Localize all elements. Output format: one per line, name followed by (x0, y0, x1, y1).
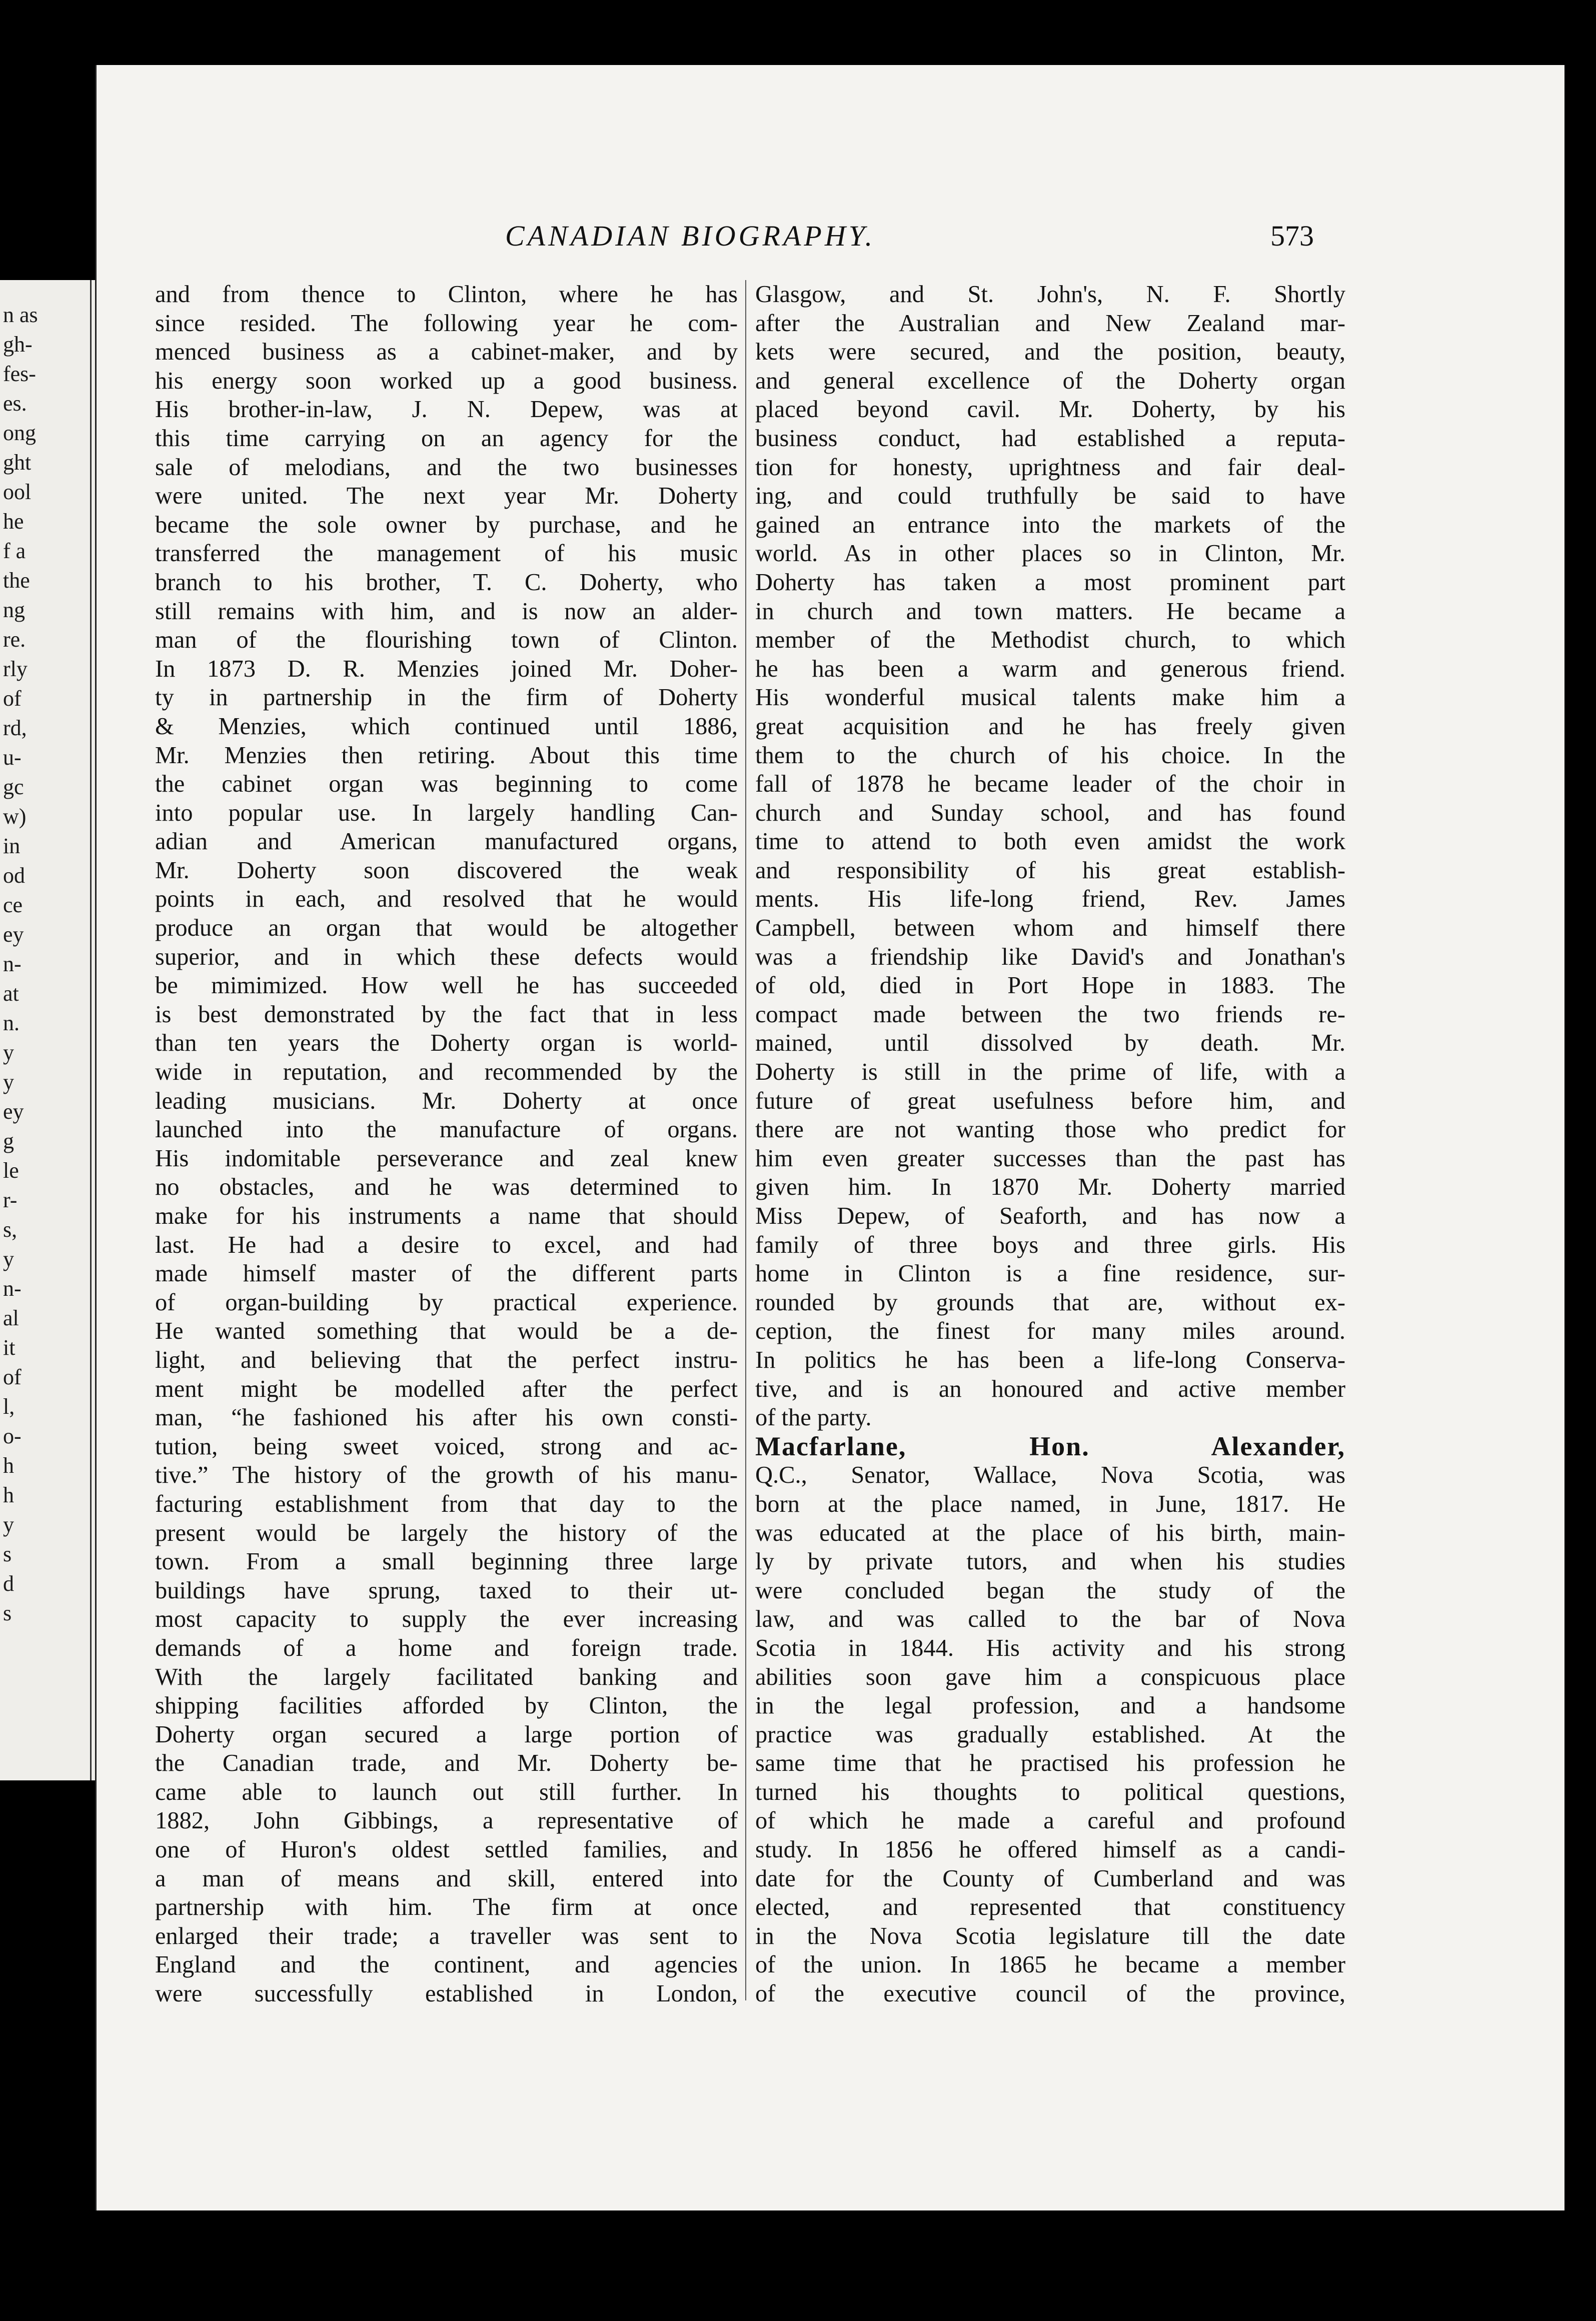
text-line: Mr. Doherty soon discovered the weak (155, 857, 738, 884)
margin-fragment: s (3, 1601, 12, 1625)
text-line: produce an organ that would be altogether (155, 915, 738, 942)
margin-fragment: es. (3, 391, 27, 416)
text-line: Mr. Menzies then retiring. About this time (155, 742, 738, 769)
text-line: time to attend to both even amidst the work (755, 828, 1345, 855)
margin-fragment: rly (3, 657, 28, 681)
text-line: fall of 1878 he became leader of the choir in (755, 771, 1345, 798)
text-line: were concluded began the study of the (755, 1577, 1345, 1604)
text-line: and responsibility of his great establish- (755, 857, 1345, 884)
margin-fragment: it (3, 1335, 16, 1360)
text-line: he has been a warm and generous friend. (755, 655, 1345, 682)
text-line: His brother-in-law, J. N. Depew, was at (155, 396, 738, 423)
text-line: turned his thoughts to political questions, (755, 1778, 1345, 1805)
text-line: most capacity to supply the ever increasing (155, 1606, 738, 1633)
text-line: still remains with him, and is now an alder- (155, 598, 738, 625)
margin-fragment: h (3, 1483, 14, 1507)
margin-fragment: h (3, 1453, 14, 1478)
text-line: enlarged their trade; a traveller was sent to (155, 1922, 738, 1949)
text-line: kets were secured, and the position, beauty, (755, 339, 1345, 366)
margin-fragment: s, (3, 1217, 18, 1242)
text-line: elected, and represented that constituency (755, 1894, 1345, 1921)
text-line: no obstacles, and he was determined to (155, 1174, 738, 1201)
text-line: present would be largely the history of the (155, 1519, 738, 1546)
margin-fragment: gh- (3, 332, 33, 357)
text-line: superior, and in which these defects would (155, 943, 738, 970)
text-line: ing, and could truthfully be said to have (755, 483, 1345, 510)
text-line: menced business as a cabinet-maker, and by (155, 339, 738, 366)
margin-fragment: gc (3, 775, 24, 799)
margin-fragment: y (3, 1070, 14, 1094)
text-line: town. From a small beginning three large (155, 1548, 738, 1575)
text-line: church and Sunday school, and has found (755, 799, 1345, 826)
text-line: there are not wanting those who predict for (755, 1116, 1345, 1143)
text-line: and general excellence of the Doherty organ (755, 367, 1345, 394)
margin-fragment: of (3, 686, 22, 711)
text-line: in the Nova Scotia legislature till the date (755, 1922, 1345, 1949)
margin-fragment: n. (3, 1011, 20, 1035)
running-title: CANADIAN BIOGRAPHY. (505, 220, 876, 252)
text-line: became the sole owner by purchase, and he (155, 511, 738, 538)
text-line: world. As in other places so in Clinton, Mr. (755, 540, 1345, 567)
text-line: since resided. The following year he com- (155, 310, 738, 337)
margin-fragment: of (3, 1365, 22, 1389)
margin-fragment: ong (3, 421, 36, 445)
text-line: placed beyond cavil. Mr. Doherty, by his (755, 396, 1345, 423)
text-line: the cabinet organ was beginning to come (155, 771, 738, 798)
text-line: of the party. (755, 1404, 872, 1431)
margin-fragment: ng (3, 598, 25, 622)
margin-fragment: g (3, 1129, 14, 1153)
text-line: branch to his brother, T. C. Doherty, who (155, 569, 738, 596)
margin-fragment: re. (3, 627, 26, 652)
text-line: In politics he has been a life-long Conserva- (755, 1346, 1345, 1373)
text-line: a man of means and skill, entered into (155, 1865, 738, 1892)
text-line: ception, the finest for many miles around. (755, 1318, 1345, 1345)
text-line: man of the flourishing town of Clinton. (155, 627, 738, 654)
margin-fragment: s (3, 1542, 12, 1566)
text-line: was educated at the place of his birth, main- (755, 1519, 1345, 1546)
text-line: tive, and is an honoured and active member (755, 1375, 1345, 1402)
text-line: facturing establishment from that day to the (155, 1490, 738, 1517)
text-line: born at the place named, in June, 1817. He (755, 1490, 1345, 1517)
text-line: With the largely facilitated banking and (155, 1663, 738, 1690)
margin-fragment: u- (3, 745, 22, 770)
column-divider (745, 280, 746, 2000)
text-line: Scotia in 1844. His activity and his strong (755, 1634, 1345, 1661)
text-line: make for his instruments a name that should (155, 1203, 738, 1229)
text-line: in the legal profession, and a handsome (755, 1692, 1345, 1719)
text-line: demands of a home and foreign trade. (155, 1634, 738, 1661)
text-line: member of the Methodist church, to which (755, 627, 1345, 654)
margin-fragment: ool (3, 480, 32, 504)
text-line: His wonderful musical talents make him a (755, 684, 1345, 711)
text-line: given him. In 1870 Mr. Doherty married (755, 1174, 1345, 1201)
text-line: him even greater successes than the past has (755, 1145, 1345, 1172)
text-line: & Menzies, which continued until 1886, (155, 713, 738, 740)
text-line: and from thence to Clinton, where he has (155, 281, 738, 308)
text-line: of the executive council of the province, (755, 1980, 1345, 2007)
text-line: were united. The next year Mr. Doherty (155, 483, 738, 510)
margin-fragment: rd, (3, 716, 27, 740)
text-line: wide in reputation, and recommended by the (155, 1059, 738, 1086)
text-line: partnership with him. The firm at once (155, 1894, 738, 1921)
margin-fragment: w) (3, 804, 27, 829)
text-line: his energy soon worked up a good business. (155, 367, 738, 394)
text-line: He wanted something that would be a de- (155, 1318, 738, 1345)
margin-fragment: at (3, 981, 19, 1006)
margin-fragment: in (3, 834, 21, 858)
text-line: adian and American manufactured organs, (155, 828, 738, 855)
margin-fragment: f a (3, 539, 26, 563)
margin-fragment: o- (3, 1424, 22, 1448)
text-line: tive.” The history of the growth of his manu- (155, 1462, 738, 1489)
margin-fragment: ght (3, 450, 32, 475)
page-gutter-edge (90, 280, 92, 1780)
margin-fragment: le (3, 1158, 19, 1183)
text-line: great acquisition and he has freely given (755, 713, 1345, 740)
right-text-column (755, 280, 1345, 2008)
text-line: Campbell, between whom and himself there (755, 915, 1345, 942)
text-line: home in Clinton is a fine residence, sur- (755, 1260, 1345, 1287)
text-line: than ten years the Doherty organ is world- (155, 1030, 738, 1057)
margin-fragment: y (3, 1512, 14, 1537)
text-line: Miss Depew, of Seaforth, and has now a (755, 1203, 1345, 1229)
margin-fragment: n as (3, 303, 38, 327)
text-line: one of Huron's oldest settled families, and (155, 1836, 738, 1863)
adjacent-page-text-fragments (3, 300, 93, 1628)
text-line: of the union. In 1865 he became a member (755, 1951, 1345, 1978)
text-line: study. In 1856 he offered himself as a candi- (755, 1836, 1345, 1863)
margin-fragment: y (3, 1040, 14, 1065)
text-line: transferred the management of his music (155, 540, 738, 567)
text-line: England and the continent, and agencies (155, 1951, 738, 1978)
text-line: after the Australian and New Zealand mar- (755, 310, 1345, 337)
text-line: date for the County of Cumberland and was (755, 1865, 1345, 1892)
text-line: ty in partnership in the firm of Doherty (155, 684, 738, 711)
text-line: is best demonstrated by the fact that in less (155, 1001, 738, 1028)
text-line: of organ-building by practical experience. (155, 1289, 738, 1316)
margin-fragment: n- (3, 952, 22, 976)
text-line: future of great usefulness before him, and (755, 1087, 1345, 1114)
text-line: made himself master of the different parts (155, 1260, 738, 1287)
margin-fragment: he (3, 509, 24, 534)
margin-fragment: ey (3, 922, 24, 947)
text-line: of which he made a careful and profound (755, 1807, 1345, 1834)
text-line: the Canadian trade, and Mr. Doherty be- (155, 1750, 738, 1777)
margin-fragment: al (3, 1306, 19, 1330)
text-line: was a friendship like David's and Jonathan's (755, 943, 1345, 970)
margin-fragment: fes- (3, 362, 36, 386)
text-line: points in each, and resolved that he would (155, 886, 738, 913)
text-line: Doherty organ secured a large portion of (155, 1721, 738, 1748)
margin-fragment: od (3, 863, 25, 888)
adjacent-page-margin (0, 280, 95, 1780)
text-line: His indomitable perseverance and zeal knew (155, 1145, 738, 1172)
text-line: last. He had a desire to excel, and had (155, 1231, 738, 1258)
text-line: family of three boys and three girls. His (755, 1231, 1345, 1258)
text-line: ly by private tutors, and when his studies (755, 1548, 1345, 1575)
text-line: Doherty has taken a most prominent part (755, 569, 1345, 596)
text-line: gained an entrance into the markets of the (755, 511, 1345, 538)
text-line: man, “he fashioned his after his own consti- (155, 1404, 738, 1431)
margin-fragment: n- (3, 1276, 22, 1301)
text-line: into popular use. In largely handling Can- (155, 799, 738, 826)
text-line: sale of melodians, and the two businesses (155, 454, 738, 481)
text-line: this time carrying on an agency for the (155, 425, 738, 452)
text-line: launched into the manufacture of organs. (155, 1116, 738, 1143)
text-line: abilities soon gave him a conspicuous place (755, 1663, 1345, 1690)
margin-fragment: r- (3, 1188, 18, 1212)
margin-fragment: y (3, 1247, 14, 1271)
margin-fragment: ce (3, 893, 23, 917)
margin-fragment: the (3, 568, 30, 593)
text-line: Glasgow, and St. John's, N. F. Shortly (755, 281, 1345, 308)
text-line: tution, being sweet voiced, strong and ac- (155, 1433, 738, 1460)
text-line: buildings have sprung, taxed to their ut- (155, 1577, 738, 1604)
margin-fragment: ey (3, 1099, 24, 1124)
text-line: ment might be modelled after the perfect (155, 1375, 738, 1402)
text-line: tion for honesty, uprightness and fair deal- (755, 454, 1345, 481)
text-line: business conduct, had established a reputa- (755, 425, 1345, 452)
page-number: 573 (1270, 220, 1314, 252)
text-line: 1882, John Gibbings, a representative of (155, 1807, 738, 1834)
text-line: be mimimized. How well he has succeeded (155, 972, 738, 999)
text-line: compact made between the two friends re- (755, 1001, 1345, 1028)
text-line: were successfully established in London, (155, 1980, 738, 2007)
text-line: came able to launch out still further. In (155, 1778, 738, 1805)
biography-entry-heading: Macfarlane, Hon. Alexander, (755, 1431, 1345, 1461)
text-line: mained, until dissolved by death. Mr. (755, 1030, 1345, 1057)
scan-bottom-border (95, 2210, 1563, 2321)
text-line: practice was gradually established. At the (755, 1721, 1345, 1748)
text-line: ments. His life-long friend, Rev. James (755, 886, 1345, 913)
text-line: same time that he practised his profession he (755, 1750, 1345, 1777)
text-line: them to the church of his choice. In the (755, 742, 1345, 769)
text-line: light, and believing that the perfect instru- (155, 1346, 738, 1373)
text-line: of old, died in Port Hope in 1883. The (755, 972, 1345, 999)
text-line: rounded by grounds that are, without ex- (755, 1289, 1345, 1316)
text-line: law, and was called to the bar of Nova (755, 1606, 1345, 1633)
text-line: in church and town matters. He became a (755, 598, 1345, 625)
text-line: Q.C., Senator, Wallace, Nova Scotia, was (755, 1462, 1345, 1489)
text-line: shipping facilities afforded by Clinton, the (155, 1692, 738, 1719)
margin-fragment: d (3, 1571, 14, 1596)
text-line: In 1873 D. R. Menzies joined Mr. Doher- (155, 655, 738, 682)
text-line: Doherty is still in the prime of life, with a (755, 1059, 1345, 1086)
text-line: leading musicians. Mr. Doherty at once (155, 1087, 738, 1114)
left-text-column (155, 280, 738, 2008)
margin-fragment: l, (3, 1394, 15, 1419)
